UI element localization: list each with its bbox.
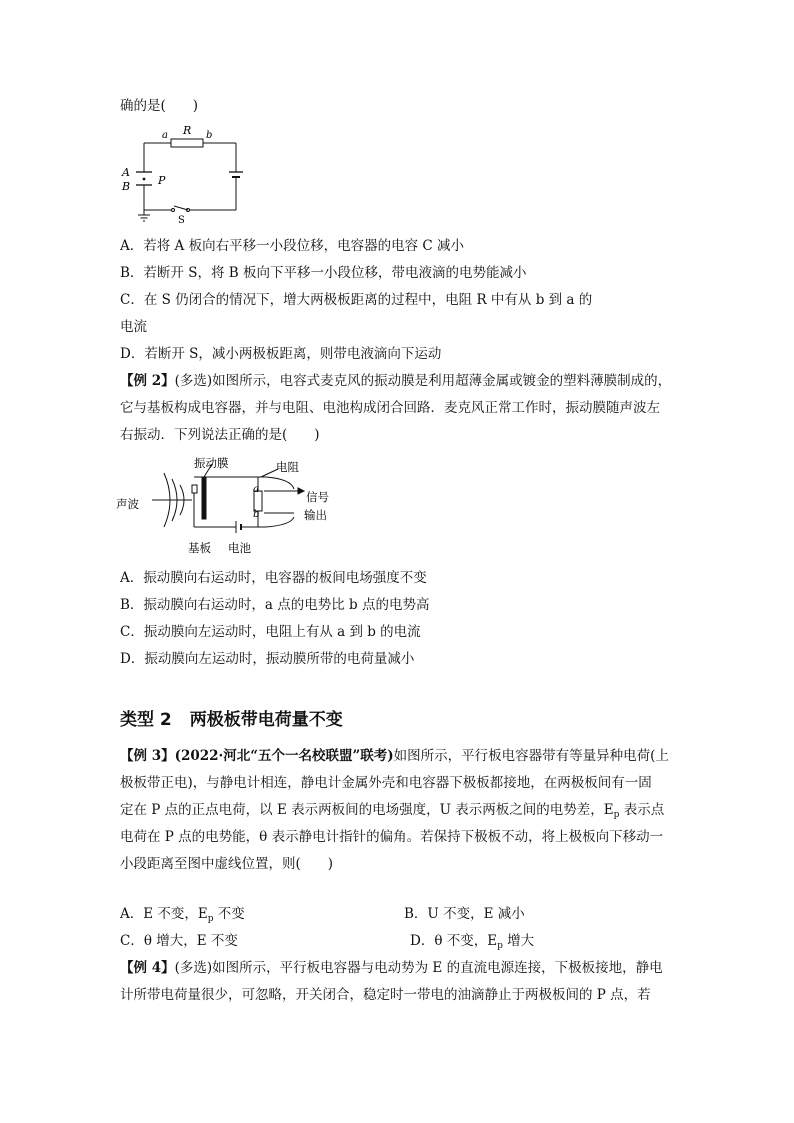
ex3-line2: 极板带正电)，与静电计相连，静电计金属外壳和电容器下极板都接地，在两极板间有一固 [120, 775, 652, 791]
ex2-option-b: B．振动膜向右运动时，a 点的电势比 b 点的电势高 [120, 597, 430, 613]
ex4-text1: (多选)如图所示，平行板电容器与电动势为 E 的直流电源连接，下极板接地，静电 [174, 960, 663, 976]
label-A: A [122, 166, 130, 179]
ex2-option-a: A．振动膜向右运动时，电容器的板间电场强度不变 [120, 570, 427, 586]
section-heading [120, 705, 343, 730]
ex4-line2: 计所带电荷量很少，可忽略，开关闭合，稳定时一带电的油滴静止于两极板间的 P 点，若 [120, 987, 651, 1003]
ex3-line1 [120, 746, 669, 766]
label-point-a: a [253, 484, 259, 495]
ex3-option-d [410, 931, 534, 956]
ex3-option-a-tail: 不变 [213, 906, 245, 922]
ex2-option-d: D．振动膜向左运动时，振动膜所带的电荷量减小 [120, 651, 415, 667]
ex2-line1 [120, 371, 671, 391]
label-signal: 信号 [306, 490, 329, 504]
label-sound-wave: 声波 [116, 497, 139, 511]
label-b: b [206, 130, 213, 141]
ex3-option-b: B．U 不变，E 减小 [404, 906, 525, 922]
ex3-option-a-text: A．E 不变，E [120, 906, 208, 922]
section-title: 两极板带电荷量不变 [189, 710, 343, 730]
label-resistor: 电阻 [276, 460, 299, 474]
q1-option-c-line1: C．在 S 仍闭合的情况下，增大两极板距离的过程中，电阻 R 中有从 b 到 a 的 [120, 292, 593, 308]
ex3-option-a [120, 904, 245, 929]
ex4-line1 [120, 958, 663, 978]
q1-option-a: A．若将 A 板向右平移一小段位移，电容器的电容 C 减小 [120, 238, 464, 254]
ex2-tag: 【例 2】 [120, 373, 175, 389]
q1-option-d: D．若断开 S，减小两极板距离，则带电液滴向下运动 [120, 346, 442, 362]
ex2-option-c: C．振动膜向左运动时，电阻上有从 a 到 b 的电流 [120, 624, 421, 640]
q1-stem-tail: 确的是( ) [120, 98, 199, 114]
ex3-option-d-text: D．θ 不变，E [410, 933, 498, 949]
ex3-text1: 如图所示，平行板电容器带有等量异种电荷(上 [393, 748, 669, 764]
q1-option-b: B．若断开 S，将 B 板向下平移一小段位移，带电液滴的电势能减小 [120, 265, 527, 281]
ex3-line3 [120, 800, 664, 825]
ex3-option-c: C．θ 增大，E 不变 [120, 933, 238, 949]
label-battery: 电池 [228, 541, 251, 555]
ex3-option-a-sub: p [207, 914, 214, 924]
ex3-option-d-sub: p [497, 941, 503, 951]
ex3-text3-sub: p [613, 810, 620, 820]
circuit-figure-1 [116, 122, 246, 226]
ex4-tag: 【例 4】 [120, 960, 175, 976]
ex2-line3: 右振动．下列说法正确的是( ) [120, 427, 320, 443]
ex3-line4: 电荷在 P 点的电势能，θ 表示静电计指针的偏角。若保持下极板不动，将上极板向下移动一 [120, 829, 664, 845]
ex3-option-d-tail: 增大 [502, 933, 535, 949]
ex3-tag: 【例 3】(2022·河北“五个一名校联盟”联考) [120, 748, 394, 764]
ex2-text1: (多选)如图所示，电容式麦克风的振动膜是利用超薄金属或镀金的塑料薄膜制成的， [174, 373, 672, 389]
q1-option-c-line2: 电流 [120, 319, 147, 335]
ex3-line5: 小段距离至图中虚线位置，则( ) [120, 856, 334, 872]
label-S: S [178, 215, 185, 226]
ex3-text3-tail: 表示点 [619, 802, 665, 818]
label-P: P [158, 174, 166, 187]
microphone-figure [116, 455, 346, 560]
label-diaphragm: 振动膜 [194, 456, 229, 470]
label-base-plate: 基板 [188, 541, 211, 555]
label-B: B [122, 180, 131, 193]
ex2-line2: 它与基板构成电容器，并与电阻、电池构成闭合回路．麦克风正常工作时，振动膜随声波左 [120, 400, 660, 416]
label-a: a [162, 130, 168, 141]
label-output: 输出 [304, 508, 327, 522]
label-R: R [183, 124, 192, 137]
section-type: 类型 2 [120, 710, 172, 730]
label-point-b: b [253, 509, 260, 520]
ex3-text3: 定在 P 点的正点电荷，以 E 表示两板间的电场强度，U 表示两板之间的电势差，E [120, 802, 614, 818]
